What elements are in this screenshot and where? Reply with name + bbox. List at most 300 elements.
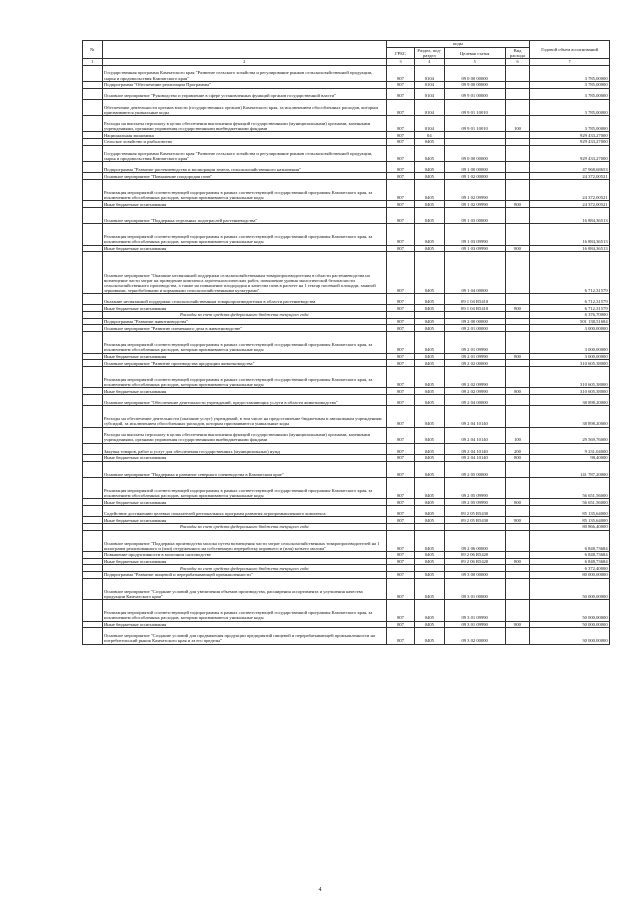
row-number-cell	[83, 455, 103, 462]
row-expense-type-cell: 800	[505, 558, 530, 565]
page-number: 4	[318, 887, 322, 893]
row-grbs-cell: 807	[386, 305, 414, 312]
row-grbs-cell: 807	[386, 517, 414, 524]
row-section-cell	[415, 565, 444, 572]
table-body	[83, 65, 610, 644]
table-row	[83, 565, 610, 572]
row-expense-type-cell	[505, 65, 530, 81]
row-expense-type-cell: 800	[505, 517, 530, 524]
row-section-cell: 0405	[415, 305, 444, 312]
header-section: Раздел, под-раздел	[415, 47, 444, 59]
row-section-cell: 0405	[415, 224, 444, 245]
row-target-article-cell: 09 1 03 09990	[444, 224, 505, 245]
row-target-article-cell: 09 3 01 00000	[444, 578, 505, 599]
row-target-article-cell: 09 1 03 09990	[444, 245, 505, 252]
row-target-article-cell: 09 9 00 00000	[444, 81, 505, 88]
table-row	[83, 572, 610, 579]
row-expense-type-cell	[505, 552, 530, 559]
table-row	[83, 388, 610, 395]
row-expense-type-cell	[505, 81, 530, 88]
row-amount-cell: 24 372,00521	[530, 201, 610, 208]
header-codes: коды	[386, 41, 529, 48]
row-target-article-cell: 09 2 05 09990	[444, 478, 505, 499]
row-expense-type-cell: 800	[505, 353, 530, 360]
budget-table	[82, 40, 610, 645]
row-section-cell: 0405	[415, 388, 444, 395]
row-number-cell	[83, 99, 103, 115]
row-name-cell: Иные бюджетные ассигнования	[102, 455, 386, 462]
table-row	[83, 245, 610, 252]
row-expense-type-cell	[505, 252, 530, 294]
row-section-cell: 04	[415, 132, 444, 139]
row-number-cell	[83, 427, 103, 443]
row-name-cell: Основное мероприятие "Повышение плодородия почв"	[102, 173, 386, 180]
row-amount-cell: 3 000,00000	[530, 325, 610, 332]
row-expense-type-cell: 100	[505, 427, 530, 443]
row-number-cell	[83, 252, 103, 294]
row-number-cell	[83, 621, 103, 628]
table-row	[83, 530, 610, 551]
row-target-article-cell: 09 2 02 09990	[444, 366, 505, 387]
row-target-article-cell: 09 1 02 09990	[444, 179, 505, 200]
row-number-cell	[83, 461, 103, 477]
row-number-cell	[83, 312, 103, 319]
row-name-cell: Подпрограмма "Развитие животноводства"	[102, 318, 386, 325]
row-name-cell: Реализация мероприятий соответствующей подпрограммы в рамках соответствующей государственной программы Камчатского края, за исключением обособленных расходов, которым присваиваются уникальные коды	[102, 366, 386, 387]
table-row	[83, 65, 610, 81]
table-row	[83, 81, 610, 88]
row-target-article-cell: 09 2 01 09990	[444, 353, 505, 360]
row-grbs-cell: 807	[386, 179, 414, 200]
row-expense-type-cell	[505, 325, 530, 332]
table-row	[83, 252, 610, 294]
row-target-article-cell: 09 2 06 R5420	[444, 558, 505, 565]
row-expense-type-cell	[505, 132, 530, 139]
row-expense-type-cell	[505, 406, 530, 427]
row-target-article-cell: 09 3 01 09990	[444, 600, 505, 621]
row-name-cell: Расходы за счет средств федерального бюджета текущего года	[102, 565, 386, 572]
row-section-cell: 0405	[415, 366, 444, 387]
row-target-article-cell: 09 2 05 R5430	[444, 517, 505, 524]
row-expense-type-cell	[505, 99, 530, 115]
row-target-article-cell: 09 0 00 00000	[444, 145, 505, 161]
table-row	[83, 443, 610, 454]
table-row	[83, 88, 610, 99]
row-number-cell	[83, 524, 103, 531]
row-number-cell	[83, 499, 103, 506]
row-grbs-cell: 807	[386, 388, 414, 395]
row-grbs-cell: 807	[386, 99, 414, 115]
row-section-cell: 0405	[415, 162, 444, 173]
table-row	[83, 455, 610, 462]
row-section-cell: 0405	[415, 325, 444, 332]
row-grbs-cell: 807	[386, 325, 414, 332]
header-grbs: ГРБС	[386, 47, 414, 59]
row-grbs-cell: 807	[386, 478, 414, 499]
row-number-cell	[83, 81, 103, 88]
row-target-article-cell: 09 1 04 00000	[444, 252, 505, 294]
row-grbs-cell: 807	[386, 132, 414, 139]
row-amount-cell: 56 651,56000	[530, 499, 610, 506]
row-amount-cell: 98,40000	[530, 455, 610, 462]
table-row	[83, 461, 610, 477]
row-number-cell	[83, 162, 103, 173]
row-name-cell: Содействие достижению целевых показателей региональных программ развития агропромышленного комплекса	[102, 506, 386, 517]
row-name-cell: Подпрограмма "Обеспечение реализации Программы"	[102, 81, 386, 88]
row-number-cell	[83, 628, 103, 644]
row-section-cell: 0405	[415, 461, 444, 477]
row-target-article-cell: 09 3 02 00000	[444, 628, 505, 644]
row-grbs-cell: 807	[386, 600, 414, 621]
row-amount-cell: 29 569,76000	[530, 427, 610, 443]
table-row	[83, 145, 610, 161]
budget-table-sheet	[82, 40, 610, 645]
row-grbs-cell: 807	[386, 455, 414, 462]
row-amount-cell: 38 898,20000	[530, 406, 610, 427]
row-number-cell	[83, 88, 103, 99]
column-index: 1	[83, 59, 103, 65]
row-name-cell: Иные бюджетные ассигнования	[102, 388, 386, 395]
row-target-article-cell	[444, 132, 505, 139]
table-row	[83, 366, 610, 387]
row-amount-cell: 6 848,73684	[530, 552, 610, 559]
row-section-cell: 0104	[415, 65, 444, 81]
row-name-cell: Основное мероприятие "Развитие производства продукции животноводства"	[102, 360, 386, 367]
row-target-article-cell: 09 3 00 00000	[444, 572, 505, 579]
row-amount-cell: 929 433,27000	[530, 132, 610, 139]
row-expense-type-cell	[505, 578, 530, 599]
row-target-article-cell: 09 1 04 R5410	[444, 305, 505, 312]
column-index: 5	[444, 59, 505, 65]
column-index: 2	[102, 59, 386, 65]
row-expense-type-cell	[505, 478, 530, 499]
row-target-article-cell	[444, 139, 505, 146]
row-amount-cell: 310 605,38000	[530, 366, 610, 387]
row-expense-type-cell	[505, 600, 530, 621]
row-amount-cell: 85 135,64000	[530, 517, 610, 524]
row-amount-cell: 310 605,38000	[530, 388, 610, 395]
row-section-cell: 0405	[415, 294, 444, 305]
row-expense-type-cell	[505, 88, 530, 99]
row-amount-cell: 3 785,00000	[530, 81, 610, 88]
row-expense-type-cell: 200	[505, 443, 530, 454]
row-amount-cell: 85 135,64000	[530, 506, 610, 517]
row-number-cell	[83, 388, 103, 395]
row-section-cell: 0405	[415, 179, 444, 200]
row-grbs-cell: 807	[386, 162, 414, 173]
row-grbs-cell: 807	[386, 294, 414, 305]
row-name-cell: Иные бюджетные ассигнования	[102, 558, 386, 565]
table-row	[83, 552, 610, 559]
row-grbs-cell: 807	[386, 81, 414, 88]
table-row	[83, 628, 610, 644]
row-expense-type-cell: 800	[505, 388, 530, 395]
header-expense-type: Вид расхода	[505, 47, 530, 59]
row-number-cell	[83, 572, 103, 579]
row-grbs-cell: 807	[386, 443, 414, 454]
row-name-cell: Основное мероприятие "Руководство и управление в сфере установленных функций органов государственной власти"	[102, 88, 386, 99]
table-row	[83, 305, 610, 312]
row-grbs-cell: 807	[386, 224, 414, 245]
row-name-cell: Оказание несвязанной поддержки сельскохозяйственным товаропроизводителям в области растениеводства	[102, 294, 386, 305]
table-row	[83, 162, 610, 173]
row-grbs-cell: 807	[386, 139, 414, 146]
row-section-cell: 0405	[415, 252, 444, 294]
row-number-cell	[83, 132, 103, 139]
table-row	[83, 600, 610, 621]
table-row	[83, 201, 610, 208]
row-section-cell: 0104	[415, 116, 444, 132]
table-row	[83, 332, 610, 353]
row-grbs-cell: 807	[386, 552, 414, 559]
row-grbs-cell: 807	[386, 318, 414, 325]
row-name-cell: Основное мероприятие "Оказание несвязанной поддержки сельскохозяйственным товаропроизводителям в области растениеводства на возмещение части затрат на проведение комплекса агротехнологических работ, повышение уровня экологической безопасности сельскохозяйственного производства, а также на повышение плодородия и качества почв в расчете на 1 гектар посевной площади, занятой зерновыми, зернобобовыми и кормовыми сельскохозяйственными культурами"	[102, 252, 386, 294]
row-expense-type-cell: 800	[505, 621, 530, 628]
row-target-article-cell: 09 2 05 R5430	[444, 506, 505, 517]
row-number-cell	[83, 245, 103, 252]
row-amount-cell: 6 712,31579	[530, 294, 610, 305]
table-row	[83, 558, 610, 565]
row-amount-cell: 6 376,70000	[530, 312, 610, 319]
row-section-cell: 0405	[415, 506, 444, 517]
row-name-cell: Расходы на выплаты персоналу в целях обеспечения выполнения функций государственными (муниципальными) органами, казенными учреждениями, органами управления государственными внебюджетными фондами	[102, 116, 386, 132]
row-grbs-cell	[386, 565, 414, 572]
row-amount-cell: 30 000,00000	[530, 628, 610, 644]
row-number-cell	[83, 116, 103, 132]
table-row	[83, 325, 610, 332]
header-annual-amount: Годовой объем ассигнований	[530, 41, 610, 59]
row-section-cell: 0405	[415, 478, 444, 499]
column-index: 6	[505, 59, 530, 65]
row-grbs-cell: 807	[386, 245, 414, 252]
row-number-cell	[83, 145, 103, 161]
row-grbs-cell: 807	[386, 406, 414, 427]
row-target-article-cell	[444, 524, 505, 531]
row-amount-cell: 3 000,00000	[530, 332, 610, 353]
table-row	[83, 312, 610, 319]
row-section-cell: 0405	[415, 552, 444, 559]
table-row	[83, 524, 610, 531]
row-name-cell: Иные бюджетные ассигнования	[102, 245, 386, 252]
row-amount-cell: 80 866,40000	[530, 524, 610, 531]
row-expense-type-cell	[505, 565, 530, 572]
row-expense-type-cell	[505, 139, 530, 146]
row-section-cell: 0405	[415, 318, 444, 325]
row-name-cell: Государственная программа Камчатского края "Развитие сельского хозяйства и регулирование рынков сельскохозяйственной продукции, сырья и продовольствия Камчатского края"	[102, 65, 386, 81]
row-target-article-cell: 09 2 05 09990	[444, 499, 505, 506]
row-section-cell: 0405	[415, 443, 444, 454]
row-grbs-cell: 807	[386, 427, 414, 443]
row-expense-type-cell	[505, 461, 530, 477]
row-target-article-cell: 09 1 03 00000	[444, 208, 505, 224]
row-name-cell: Основное мероприятие "Обеспечение деятельности учреждений, предоставляющих услуги в области животноводства"	[102, 395, 386, 406]
row-expense-type-cell	[505, 145, 530, 161]
row-target-article-cell	[444, 565, 505, 572]
row-name-cell: Иные бюджетные ассигнования	[102, 305, 386, 312]
table-row	[83, 621, 610, 628]
row-name-cell: Иные бюджетные ассигнования	[102, 353, 386, 360]
row-target-article-cell: 09 2 06 00000	[444, 530, 505, 551]
row-target-article-cell: 09 0 00 00000	[444, 65, 505, 81]
row-grbs-cell: 807	[386, 173, 414, 180]
row-amount-cell: 6 848,73684	[530, 558, 610, 565]
row-name-cell: Иные бюджетные ассигнования	[102, 517, 386, 524]
row-grbs-cell: 807	[386, 88, 414, 99]
table-row	[83, 139, 610, 146]
row-grbs-cell	[386, 524, 414, 531]
row-section-cell: 0405	[415, 332, 444, 353]
row-grbs-cell: 807	[386, 208, 414, 224]
row-name-cell: Основное мероприятие "Поддержка производства молока путем возмещения части затрат сельскохозяйственных товаропроизводителей на 1 килограмм реализованного и (или) отгруженного на собственную переработку коровьего и (или) козьего молока"	[102, 530, 386, 551]
table-row	[83, 353, 610, 360]
row-amount-cell: 50 000,00000	[530, 578, 610, 599]
row-name-cell: Расходы за счет средств федерального бюджета текущего года	[102, 312, 386, 319]
row-section-cell: 0104	[415, 99, 444, 115]
row-number-cell	[83, 600, 103, 621]
row-number-cell	[83, 360, 103, 367]
row-amount-cell: 3 785,00000	[530, 99, 610, 115]
row-section-cell: 0405	[415, 558, 444, 565]
row-expense-type-cell	[505, 162, 530, 173]
row-name-cell: Реализация мероприятий соответствующей подпрограммы в рамках соответствующей государственной программы Камчатского края, за исключением обособленных расходов, которым присваиваются уникальные коды	[102, 332, 386, 353]
row-grbs-cell: 807	[386, 252, 414, 294]
row-section-cell: 0405	[415, 455, 444, 462]
header-name	[102, 41, 386, 59]
row-name-cell: Основное мероприятие "Поддержка отдельных подотраслей растениеводства"	[102, 208, 386, 224]
row-expense-type-cell	[505, 294, 530, 305]
row-expense-type-cell	[505, 360, 530, 367]
row-grbs-cell	[386, 312, 414, 319]
row-target-article-cell: 09 2 01 09990	[444, 332, 505, 353]
row-target-article-cell: 09 2 04 10140	[444, 427, 505, 443]
table-row	[83, 499, 610, 506]
row-target-article-cell: 09 2 05 00000	[444, 461, 505, 477]
row-section-cell: 0405	[415, 427, 444, 443]
row-number-cell	[83, 366, 103, 387]
row-grbs-cell: 807	[386, 145, 414, 161]
table-row	[83, 360, 610, 367]
row-section-cell: 0405	[415, 600, 444, 621]
row-expense-type-cell	[505, 506, 530, 517]
row-amount-cell: 16 884,36513	[530, 208, 610, 224]
row-grbs-cell: 807	[386, 65, 414, 81]
row-number-cell	[83, 530, 103, 551]
row-grbs-cell: 807	[386, 621, 414, 628]
table-row	[83, 224, 610, 245]
row-target-article-cell: 09 2 00 00000	[444, 318, 505, 325]
row-name-cell: Подпрограмма "Развитие пищевой и перерабатывающей промышленности"	[102, 572, 386, 579]
row-number-cell	[83, 224, 103, 245]
row-section-cell: 0405	[415, 499, 444, 506]
row-expense-type-cell	[505, 628, 530, 644]
row-expense-type-cell: 100	[505, 116, 530, 132]
row-target-article-cell: 09 9 01 10010	[444, 99, 505, 115]
row-amount-cell: 56 651,56000	[530, 478, 610, 499]
row-expense-type-cell	[505, 524, 530, 531]
row-name-cell: Реализация мероприятий соответствующей подпрограммы в рамках соответствующей государственной программы Камчатского края, за исключением обособленных расходов, которым присваиваются уникальные коды	[102, 600, 386, 621]
row-expense-type-cell: 800	[505, 499, 530, 506]
row-target-article-cell: 09 1 00 00000	[444, 162, 505, 173]
row-amount-cell: 50 000,00000	[530, 621, 610, 628]
row-amount-cell: 6 712,31579	[530, 252, 610, 294]
table-row	[83, 578, 610, 599]
row-target-article-cell: 09 1 04 R5410	[444, 294, 505, 305]
row-amount-cell: 3 785,00000	[530, 88, 610, 99]
row-amount-cell: 24 372,00521	[530, 173, 610, 180]
row-amount-cell: 24 372,00521	[530, 179, 610, 200]
row-section-cell: 0405	[415, 353, 444, 360]
row-grbs-cell: 807	[386, 530, 414, 551]
row-grbs-cell: 807	[386, 506, 414, 517]
row-target-article-cell: 09 1 02 00000	[444, 173, 505, 180]
row-section-cell: 0405	[415, 530, 444, 551]
row-grbs-cell: 807	[386, 499, 414, 506]
row-amount-cell: 9 231,04000	[530, 443, 610, 454]
row-section-cell: 0405	[415, 572, 444, 579]
table-row	[83, 517, 610, 524]
row-target-article-cell: 09 9 01 10010	[444, 116, 505, 132]
row-expense-type-cell	[505, 530, 530, 551]
row-expense-type-cell: 800	[505, 245, 530, 252]
row-section-cell: 0405	[415, 395, 444, 406]
row-amount-cell: 3 000,00000	[530, 353, 610, 360]
row-target-article-cell: 09 2 04 00000	[444, 395, 505, 406]
table-row	[83, 427, 610, 443]
row-section-cell: 0405	[415, 406, 444, 427]
row-section-cell: 0104	[415, 81, 444, 88]
row-section-cell: 0405	[415, 201, 444, 208]
row-expense-type-cell	[505, 318, 530, 325]
row-name-cell: Подпрограмма "Развитие растениеводства и мелиорации земель сельскохозяйственного назначения"	[102, 162, 386, 173]
row-number-cell	[83, 558, 103, 565]
row-name-cell: Реализация мероприятий соответствующей подпрограммы в рамках соответствующей государственной программы Камчатского края, за исключением обособленных расходов, которым присваиваются уникальные коды	[102, 478, 386, 499]
row-expense-type-cell	[505, 572, 530, 579]
row-number-cell	[83, 443, 103, 454]
row-target-article-cell: 09 2 04 10140	[444, 406, 505, 427]
row-grbs-cell: 807	[386, 366, 414, 387]
table-row	[83, 208, 610, 224]
row-target-article-cell: 09 2 01 00000	[444, 325, 505, 332]
table-row	[83, 116, 610, 132]
row-amount-cell: 16 884,36513	[530, 224, 610, 245]
row-grbs-cell: 807	[386, 201, 414, 208]
row-grbs-cell: 807	[386, 558, 414, 565]
row-amount-cell: 929 433,27000	[530, 139, 610, 146]
row-number-cell	[83, 173, 103, 180]
row-number-cell	[83, 318, 103, 325]
row-number-cell	[83, 65, 103, 81]
row-section-cell	[415, 524, 444, 531]
row-grbs-cell: 807	[386, 628, 414, 644]
table-row	[83, 506, 610, 517]
table-row	[83, 132, 610, 139]
row-section-cell: 0405	[415, 360, 444, 367]
row-number-cell	[83, 179, 103, 200]
row-number-cell	[83, 325, 103, 332]
row-section-cell: 0405	[415, 628, 444, 644]
row-section-cell: 0405	[415, 139, 444, 146]
row-name-cell: Основное мероприятие "Развитие племенного дела в животноводстве"	[102, 325, 386, 332]
row-number-cell	[83, 406, 103, 427]
row-amount-cell: 3 785,00000	[530, 116, 610, 132]
table-row	[83, 173, 610, 180]
row-amount-cell: 310 605,38000	[530, 360, 610, 367]
row-expense-type-cell	[505, 312, 530, 319]
row-name-cell: Реализация мероприятий соответствующей подпрограммы в рамках соответствующей государственной программы Камчатского края, за исключением обособленных расходов, которым присваиваются уникальные коды	[102, 224, 386, 245]
column-index: 7	[530, 59, 610, 65]
row-expense-type-cell	[505, 224, 530, 245]
row-expense-type-cell	[505, 366, 530, 387]
